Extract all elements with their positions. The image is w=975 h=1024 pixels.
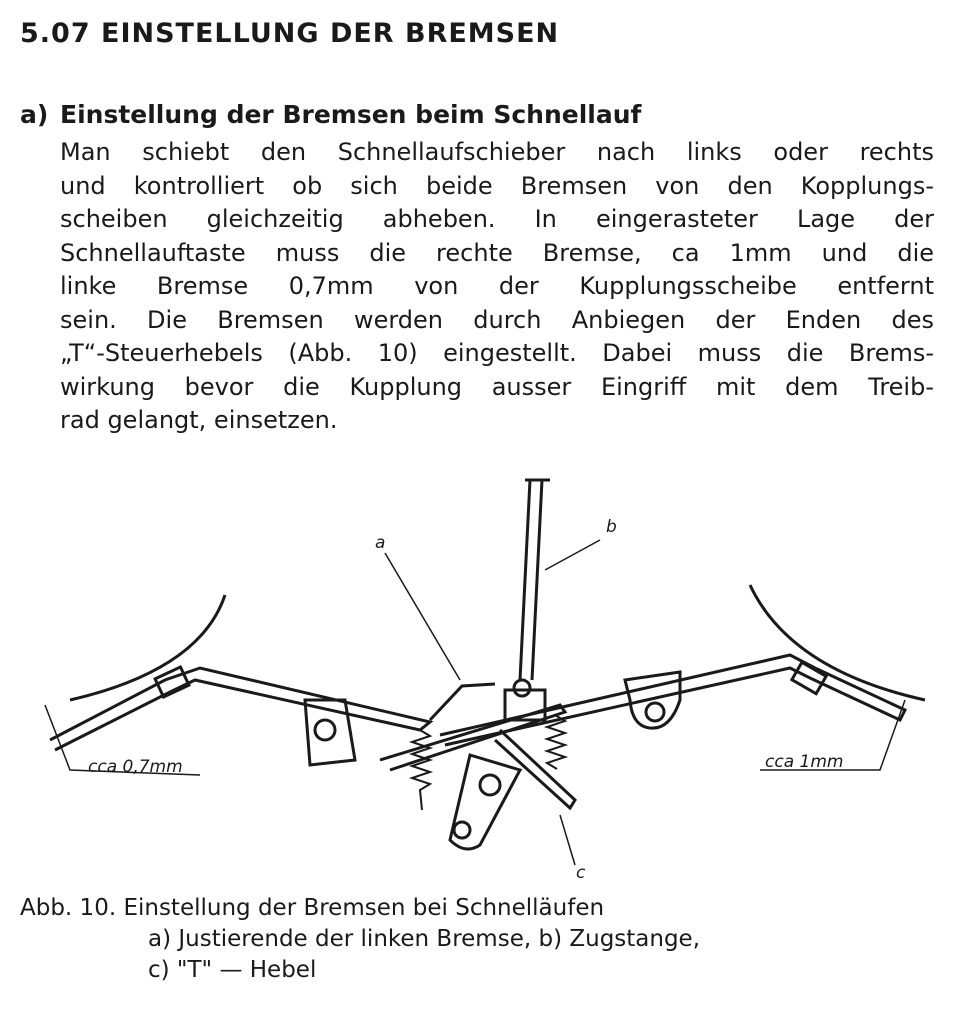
right-gap-label: cca 1mm <box>765 752 844 772</box>
leader-c <box>560 815 575 865</box>
brake-diagram <box>0 470 975 890</box>
body-line: linke Bremse 0,7mm von der Kupplungsscheibe entfernt <box>60 272 934 300</box>
leader-a <box>385 553 460 680</box>
left-spring <box>412 730 430 810</box>
body-line: sein. Die Bremsen werden durch Anbiegen der Enden des <box>60 305 934 334</box>
pull-rod <box>520 480 550 680</box>
caption-line: a) Justierende der linken Bremse, b) Zugstange, <box>148 926 701 952</box>
left-gap-label: cca 0,7mm <box>88 757 183 777</box>
t-lever-pivot <box>454 822 470 838</box>
right-clutch-disc <box>750 585 925 700</box>
body-line: scheiben gleichzeitig abheben. In eingerasteter Lage der <box>60 205 934 233</box>
caption-line: c) "T" — Hebel <box>148 957 317 983</box>
body-line: „T“-Steuerhebels (Abb. 10) eingestellt. Dabei muss die Brems- <box>60 339 934 367</box>
section-title: 5.07 EINSTELLUNG DER BREMSEN <box>20 18 560 49</box>
figure-caption <box>20 893 700 986</box>
body-line: Man schiebt den Schnellaufschieber nach links oder rechts <box>60 138 934 166</box>
t-lever-bracket <box>450 755 520 849</box>
body-line: und kontrolliert ob sich beide Bremsen von den Kopplungs- <box>60 171 934 200</box>
pull-rod-pin <box>514 680 530 696</box>
adjusting-end <box>430 684 495 720</box>
left-pivot-hole <box>315 720 335 740</box>
body-text <box>60 136 934 438</box>
label-b: b <box>606 517 617 537</box>
label-c: c <box>576 863 586 883</box>
leader-b <box>545 540 600 570</box>
subsection-heading-text: Einstellung der Bremsen beim Schnellauf <box>60 100 642 129</box>
caption-line: Abb. 10. Einstellung der Bremsen bei Schnelläufen <box>20 895 605 921</box>
label-a: a <box>375 533 386 553</box>
left-clutch-disc <box>70 595 225 700</box>
body-line: Schnellauftaste muss die rechte Bremse, ca 1mm und die <box>60 238 934 267</box>
body-line: wirkung bevor die Kupplung ausser Eingriff mit dem Treib- <box>60 372 934 401</box>
subsection-label: a) <box>20 100 49 129</box>
right-pivot-hole <box>646 703 664 721</box>
body-line: rad gelangt, einsetzen. <box>60 406 338 434</box>
left-brake-lever <box>50 668 430 750</box>
t-lever-hole <box>480 775 500 795</box>
subsection-heading <box>20 100 641 129</box>
